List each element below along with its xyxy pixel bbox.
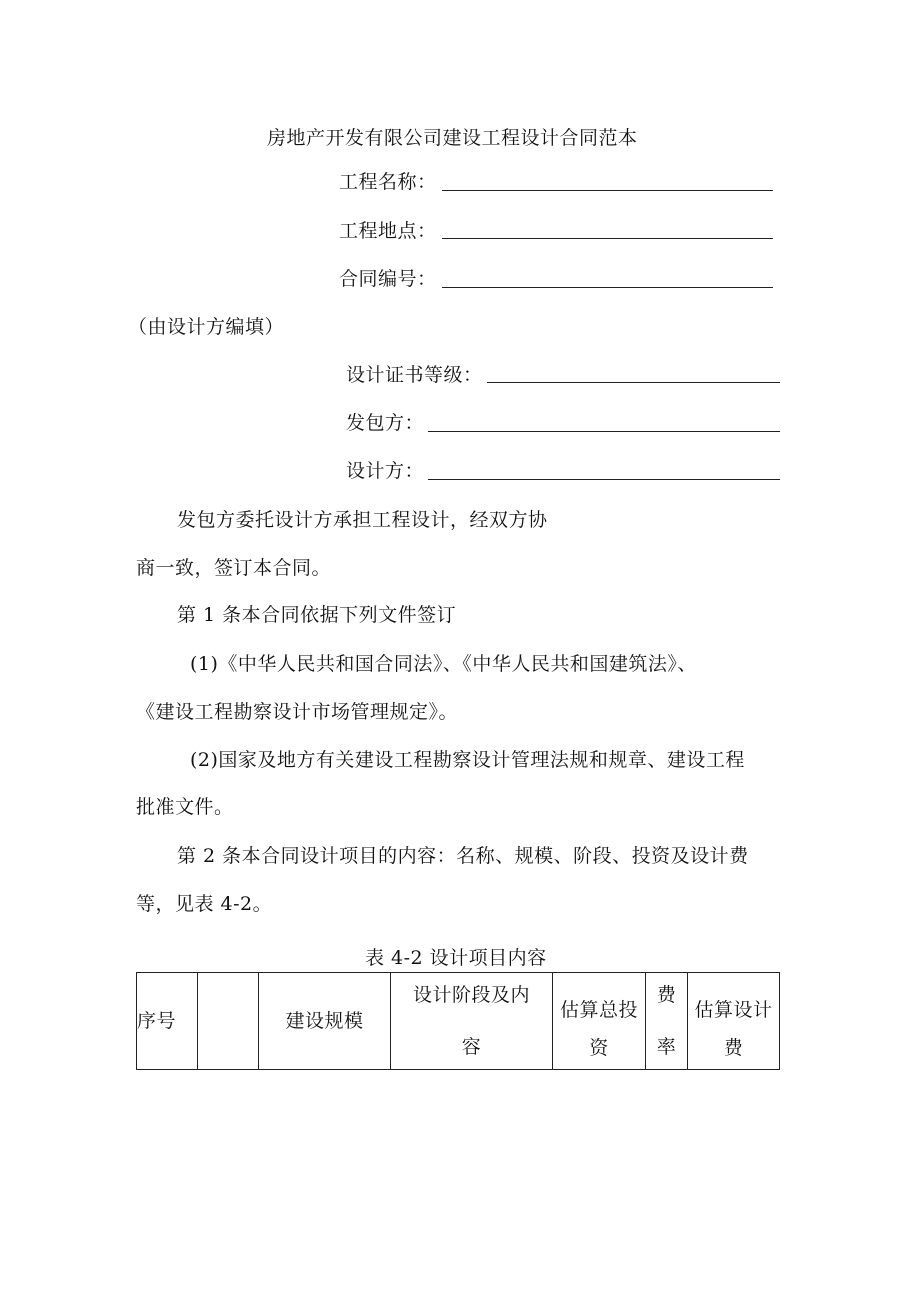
design-items-table xyxy=(136,972,780,1070)
header-scale-text: 建设规模 xyxy=(285,1010,364,1032)
article-1-item-2-line-1: (2)国家及地方有关建设工程勘察设计管理法规和规章、建设工程 xyxy=(190,749,745,771)
table-header-row xyxy=(137,973,780,1070)
project-name-label: 工程名称： xyxy=(339,171,437,193)
header-invest-bottom: 资 xyxy=(589,1037,609,1059)
header-scale xyxy=(259,973,391,1070)
header-blank xyxy=(198,973,259,1070)
fill-note: （由设计方编填） xyxy=(128,316,285,338)
header-invest xyxy=(553,973,646,1070)
article-2-line-2: 等，见表 4-2。 xyxy=(136,893,273,915)
table-caption: 表 4-2 设计项目内容 xyxy=(365,947,547,969)
header-stage xyxy=(391,973,553,1070)
article-1-heading: 第 1 条本合同依据下列文件签订 xyxy=(177,604,457,626)
contract-number-blank[interactable] xyxy=(442,287,773,288)
article-1-item-2-line-2: 批准文件。 xyxy=(136,796,234,818)
header-invest-top: 估算总投 xyxy=(559,999,638,1021)
page-title: 房地产开发有限公司建设工程设计合同范本 xyxy=(267,127,638,149)
article-1-item-1-line-1: (1)《中华人民共和国合同法》、《中华人民共和国建筑法》、 xyxy=(190,653,697,675)
intro-line-1: 发包方委托设计方承担工程设计，经双方协 xyxy=(177,509,548,531)
header-stage-top: 设计阶段及内 xyxy=(412,984,530,1006)
header-fee-bottom: 费 xyxy=(723,1037,744,1059)
header-stage-bottom: 容 xyxy=(461,1036,482,1058)
designer-label: 设计方： xyxy=(346,460,425,482)
header-fee-top: 估算设计 xyxy=(694,999,773,1021)
certificate-grade-blank[interactable] xyxy=(487,382,780,383)
header-fee xyxy=(688,973,780,1070)
header-rate xyxy=(646,973,688,1070)
project-name-blank[interactable] xyxy=(442,190,773,191)
designer-blank[interactable] xyxy=(428,479,780,480)
project-location-blank[interactable] xyxy=(442,238,773,239)
header-seq-text: 序号 xyxy=(137,1010,177,1032)
header-rate-top: 费 xyxy=(656,984,677,1006)
certificate-grade-label: 设计证书等级： xyxy=(346,364,483,386)
project-location-label: 工程地点： xyxy=(339,220,437,242)
article-2-line-1: 第 2 条本合同设计项目的内容：名称、规模、阶段、投资及设计费 xyxy=(177,845,749,867)
contract-number-label: 合同编号： xyxy=(339,268,437,290)
client-label: 发包方： xyxy=(346,412,425,434)
header-rate-bottom: 率 xyxy=(656,1036,677,1058)
intro-line-2: 商一致，签订本合同。 xyxy=(136,557,332,579)
header-seq xyxy=(137,973,198,1070)
article-1-item-1-line-2: 《建设工程勘察设计市场管理规定》。 xyxy=(136,701,459,723)
client-blank[interactable] xyxy=(428,431,780,432)
